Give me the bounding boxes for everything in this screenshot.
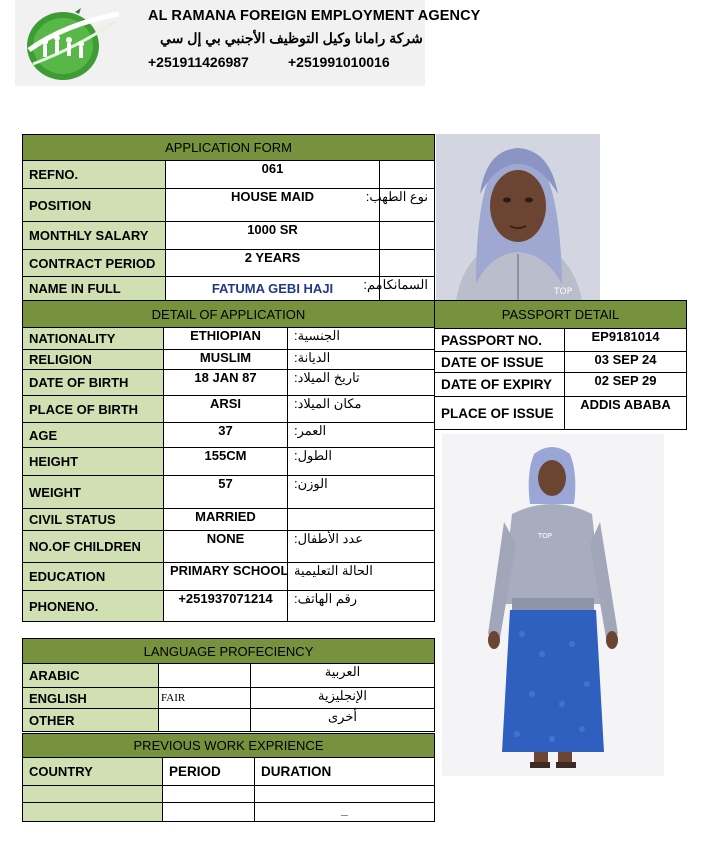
previous-work-experience-title: PREVIOUS WORK EXPRIENCE — [23, 734, 435, 758]
monthly-salary-arabic — [380, 222, 435, 250]
passport-no-value: EP9181014 — [565, 329, 687, 352]
position-label: POSITION — [23, 189, 166, 222]
date-of-birth-value: 18 JAN 87 — [164, 370, 288, 396]
place-of-birth-arabic: مكان الميلاد: — [288, 396, 435, 423]
refno-value: 061 — [166, 161, 380, 189]
previous-work-experience-table — [22, 733, 435, 822]
height-label: HEIGHT — [23, 448, 164, 476]
no-of-children-arabic: عدد الأطفال: — [288, 531, 435, 563]
arabic-arabic: العربية — [251, 664, 435, 688]
detail-of-application-title: DETAIL OF APPLICATION — [23, 301, 435, 328]
contract-period-value: 2 YEARS — [166, 250, 380, 277]
work-row-2-country — [23, 803, 163, 822]
name-in-full-arabic: السمانكامم: — [380, 277, 435, 301]
refno-label: REFNO. — [23, 161, 166, 189]
english-arabic: الإنجليزية — [251, 688, 435, 709]
agency-name-arabic: شركة رامانا وكيل التوظيف الأجنبي بي إل سي — [160, 30, 423, 46]
religion-label: RELIGION — [23, 350, 164, 370]
agency-name-english: AL RAMANA FOREIGN EMPLOYMENT AGENCY — [148, 8, 481, 24]
nationality-label: NATIONALITY — [23, 328, 164, 350]
religion-value: MUSLIM — [164, 350, 288, 370]
name-in-full-value: FATUMA GEBI HAJI — [166, 277, 380, 301]
no-of-children-value: NONE — [164, 531, 288, 563]
place-of-issue-label: PLACE OF ISSUE — [435, 397, 565, 430]
passport-no-label: PASSPORT NO. — [435, 329, 565, 352]
position-value: HOUSE MAID — [166, 189, 380, 222]
face-photo — [436, 134, 600, 300]
application-form-table — [22, 134, 435, 301]
full-body-photo-badge: TOP — [538, 532, 553, 540]
contract-period-label: CONTRACT PERIOD — [23, 250, 166, 277]
place-of-birth-value: ARSI — [164, 396, 288, 423]
height-arabic: الطول: — [288, 448, 435, 476]
civil-status-value: MARRIED — [164, 509, 288, 531]
place-of-birth-label: PLACE OF BIRTH — [23, 396, 164, 423]
height-value: 155CM — [164, 448, 288, 476]
other-label: OTHER — [23, 709, 159, 732]
education-value: PRIMARY SCHOOL — [164, 563, 288, 591]
date-of-expiry-value: 02 SEP 29 — [565, 373, 687, 397]
position-arabic: نوع الطهب: — [380, 189, 435, 222]
arabic-value — [159, 664, 251, 688]
monthly-salary-label: MONTHLY SALARY — [23, 222, 166, 250]
civil-status-arabic — [288, 509, 435, 531]
weight-label: WEIGHT — [23, 476, 164, 509]
face-photo-badge: TOP — [554, 287, 573, 297]
education-arabic: الحالة التعليمية — [288, 563, 435, 591]
english-label: ENGLISH — [23, 688, 159, 709]
phone-1: +251911426987 — [148, 54, 249, 70]
other-value — [159, 709, 251, 732]
name-in-full-label: NAME IN FULL — [23, 277, 166, 301]
work-row-1-period — [163, 786, 255, 803]
refno-arabic — [380, 161, 435, 189]
full-body-photo — [442, 434, 664, 776]
agency-logo — [15, 4, 125, 84]
date-of-issue-label: DATE OF ISSUE — [435, 352, 565, 373]
work-row-2-period — [163, 803, 255, 822]
period-header: PERIOD — [163, 758, 255, 786]
language-proficiency-title: LANGUAGE PROFECIENCY — [23, 639, 435, 664]
place-of-issue-value: ADDIS ABABA — [565, 397, 687, 430]
phone-no-arabic: رقم الهاتف: — [288, 591, 435, 622]
phone-no-value: +251937071214 — [164, 591, 288, 622]
other-arabic: أخرى — [251, 709, 435, 732]
language-proficiency-table — [22, 638, 435, 732]
nationality-arabic: الجنسية: — [288, 328, 435, 350]
work-row-2-duration: _ — [255, 803, 435, 822]
nationality-value: ETHIOPIAN — [164, 328, 288, 350]
age-arabic: العمر: — [288, 423, 435, 448]
english-value: FAIR — [159, 688, 251, 709]
date-of-expiry-label: DATE OF EXPIRY — [435, 373, 565, 397]
date-of-birth-arabic: تاريخ الميلاد: — [288, 370, 435, 396]
education-label: EDUCATION — [23, 563, 164, 591]
duration-header: DURATION — [255, 758, 435, 786]
detail-of-application-table — [22, 300, 435, 622]
work-row-1-duration — [255, 786, 435, 803]
date-of-birth-label: DATE OF BIRTH — [23, 370, 164, 396]
phone-2: +251991010016 — [288, 54, 390, 70]
contract-period-arabic — [380, 250, 435, 277]
no-of-children-label: NO.OF CHILDREN — [23, 531, 164, 563]
application-form-title: APPLICATION FORM — [23, 135, 435, 161]
phone-no-label: PHONENO. — [23, 591, 164, 622]
monthly-salary-value: 1000 SR — [166, 222, 380, 250]
arabic-label: ARABIC — [23, 664, 159, 688]
age-label: AGE — [23, 423, 164, 448]
date-of-issue-value: 03 SEP 24 — [565, 352, 687, 373]
religion-arabic: الديانة: — [288, 350, 435, 370]
passport-detail-table — [434, 300, 687, 430]
weight-value: 57 — [164, 476, 288, 509]
age-value: 37 — [164, 423, 288, 448]
passport-detail-title: PASSPORT DETAIL — [435, 301, 687, 329]
weight-arabic: الوزن: — [288, 476, 435, 509]
country-header: COUNTRY — [23, 758, 163, 786]
civil-status-label: CIVIL STATUS — [23, 509, 164, 531]
work-row-1-country — [23, 786, 163, 803]
